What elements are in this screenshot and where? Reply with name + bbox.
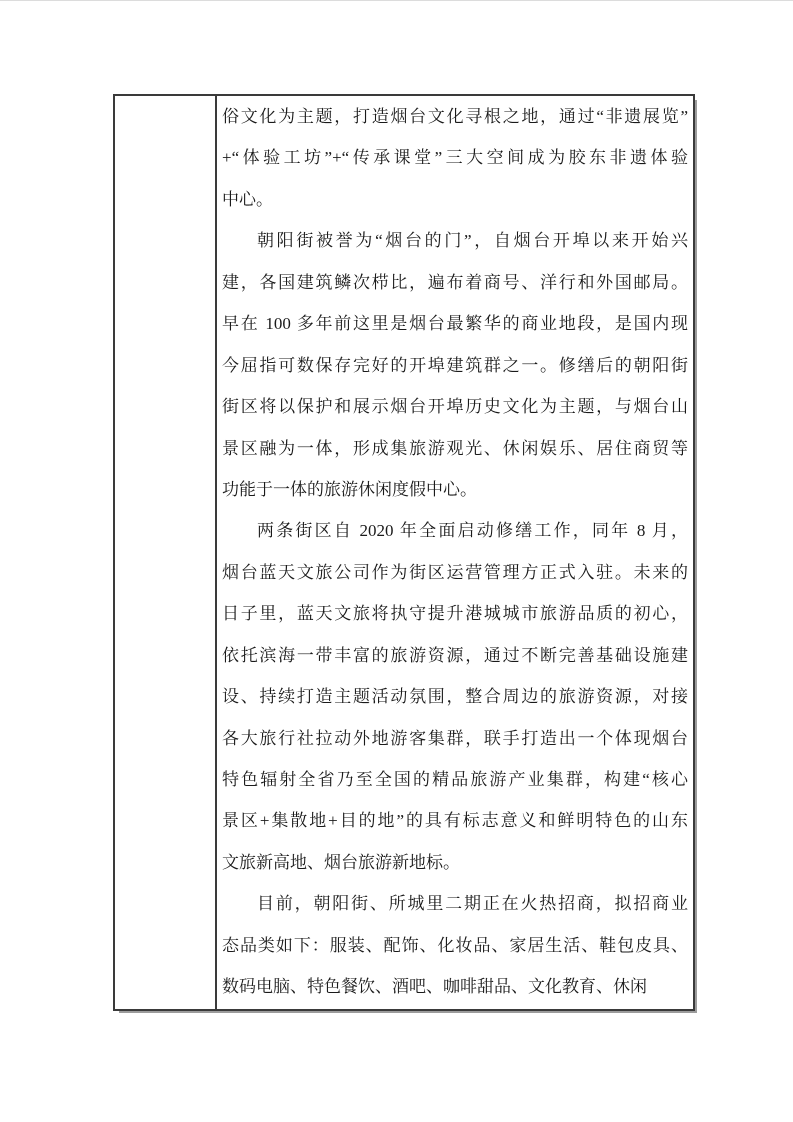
text-line: 早在 100 多年前这里是烟台最繁华的商业地段，是国内现 (222, 314, 688, 334)
text-line: 日子里，蓝天文旅将执守提升港城城市旅游品质的初心， (222, 604, 688, 624)
text-line: 功能于一体的旅游休闲度假中心。 (222, 479, 477, 499)
text-line: 依托滨海一带丰富的旅游资源，通过不断完善基础设施建 (222, 645, 688, 665)
table-label-cell (115, 96, 217, 1009)
text-line: 街区将以保护和展示烟台开埠历史文化为主题，与烟台山 (222, 397, 688, 417)
table-text-cell (217, 96, 693, 1009)
text-line: 数码电脑、特色餐饮、酒吧、咖啡甜品、文化教育、休闲 (222, 977, 647, 997)
text-line: 俗文化为主题，打造烟台文化寻根之地，通过“非遗展览” (222, 107, 688, 126)
content-table (113, 94, 695, 1011)
text-line: 文旅新高地、烟台旅游新地标。 (222, 852, 460, 872)
text-line: 建，各国建筑鳞次栉比，遍布着商号、洋行和外国邮局。 (222, 272, 688, 292)
text-line: 目前，朝阳街、所城里二期正在火热招商，拟招商业 (257, 894, 688, 914)
text-line: 各大旅行社拉动外地游客集群，联手打造出一个体现烟台 (222, 728, 688, 748)
text-line: 两条街区自 2020 年全面启动修缮工作，同年 8 月， (257, 521, 688, 541)
text-line: 今屈指可数保存完好的开埠建筑群之一。修缮后的朝阳街 (222, 355, 688, 375)
text-line: +“体验工坊”+“传承课堂”三大空间成为胶东非遗体验 (222, 148, 688, 168)
page-top-edge-line (0, 0, 793, 1)
text-line: 景区+集散地+目的地”的具有标志意义和鲜明特色的山东 (222, 811, 688, 831)
text-line: 设、持续打造主题活动氛围，整合周边的旅游资源，对接 (222, 687, 688, 707)
text-line: 烟台蓝天文旅公司作为街区运营管理方正式入驻。未来的 (222, 562, 688, 582)
text-line: 景区融为一体，形成集旅游观光、休闲娱乐、居住商贸等 (222, 438, 688, 458)
text-line: 特色辐射全省乃至全国的精品旅游产业集群，构建“核心 (222, 770, 688, 789)
text-line: 态品类如下：服装、配饰、化妆品、家居生活、鞋包皮具、 (222, 935, 688, 955)
text-line: 中心。 (222, 189, 273, 209)
text-line: 朝阳街被誉为“烟台的门”，自烟台开埠以来开始兴 (257, 231, 688, 251)
